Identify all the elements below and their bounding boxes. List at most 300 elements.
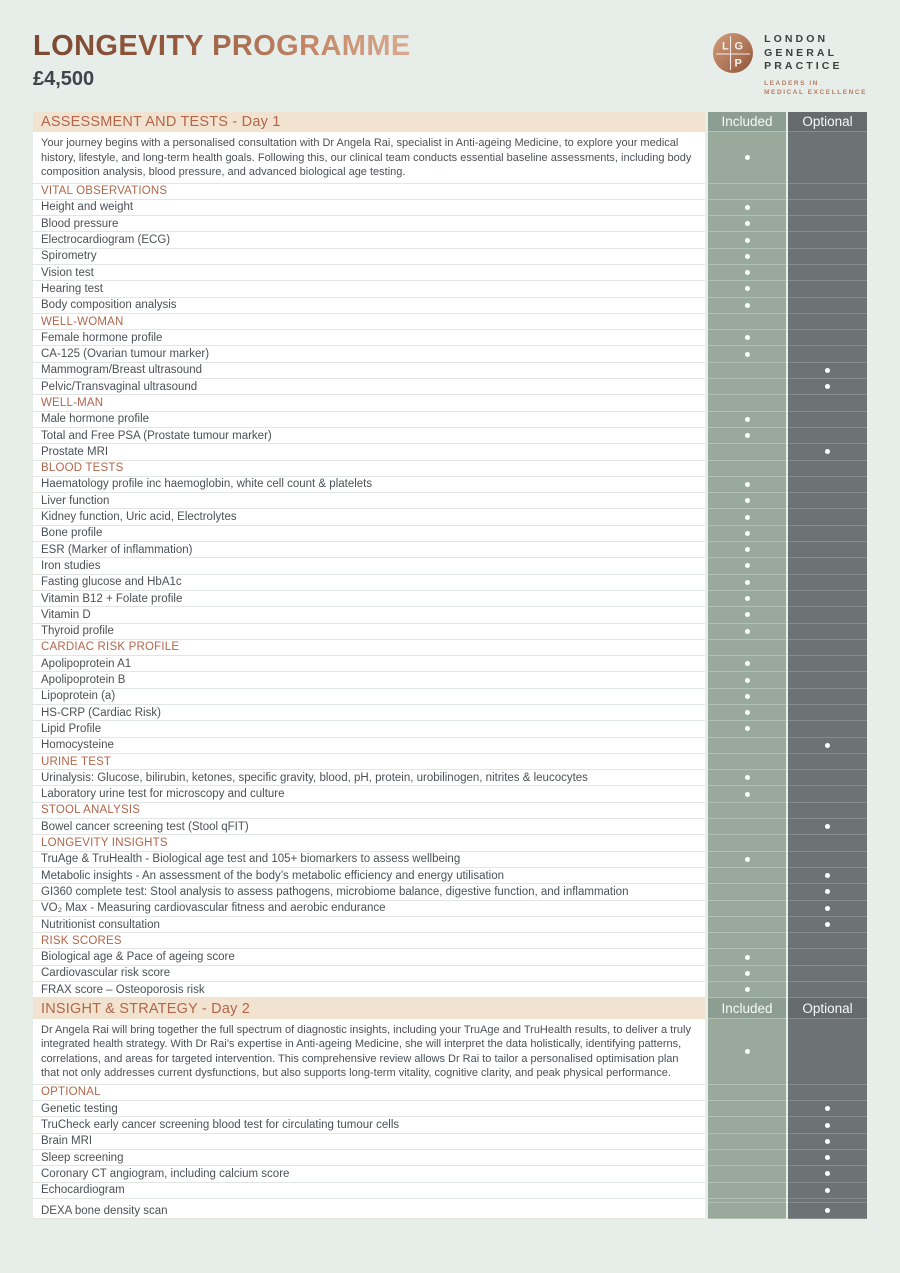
optional-cell bbox=[788, 1134, 867, 1150]
included-cell bbox=[708, 330, 786, 346]
table-row bbox=[33, 509, 867, 525]
included-cell bbox=[708, 1019, 786, 1085]
optional-dot bbox=[825, 743, 830, 748]
included-cell bbox=[708, 1134, 786, 1150]
table-row bbox=[33, 542, 867, 558]
optional-dot bbox=[825, 1208, 830, 1213]
optional-dot bbox=[825, 1139, 830, 1144]
included-cell bbox=[708, 265, 786, 281]
included-cell bbox=[708, 835, 786, 851]
included-cell bbox=[708, 770, 786, 786]
optional-cell bbox=[788, 249, 867, 265]
included-dot bbox=[745, 775, 750, 780]
included-cell bbox=[708, 184, 786, 200]
included-cell bbox=[708, 200, 786, 216]
included-cell bbox=[708, 412, 786, 428]
table-row bbox=[33, 949, 867, 965]
row-label: VO₂ Max - Measuring cardiovascular fitness and aerobic endurance bbox=[33, 901, 705, 917]
optional-cell bbox=[788, 1117, 867, 1133]
optional-cell bbox=[788, 672, 867, 688]
table-row bbox=[33, 314, 867, 330]
included-dot bbox=[745, 580, 750, 585]
optional-dot bbox=[825, 889, 830, 894]
included-cell bbox=[708, 395, 786, 411]
table-row bbox=[33, 461, 867, 477]
row-label: WELL-MAN bbox=[33, 395, 705, 411]
included-cell bbox=[708, 1183, 786, 1199]
optional-cell bbox=[788, 412, 867, 428]
row-label: Fasting glucose and HbA1c bbox=[33, 575, 705, 591]
row-label: Liver function bbox=[33, 493, 705, 509]
included-cell bbox=[708, 298, 786, 314]
included-cell bbox=[708, 575, 786, 591]
optional-cell bbox=[788, 346, 867, 362]
optional-cell bbox=[788, 428, 867, 444]
included-cell bbox=[708, 868, 786, 884]
row-label: CARDIAC RISK PROFILE bbox=[33, 640, 705, 656]
row-label: Vitamin B12 + Folate profile bbox=[33, 591, 705, 607]
row-label: Total and Free PSA (Prostate tumour marker) bbox=[33, 428, 705, 444]
table-row bbox=[33, 917, 867, 933]
table-row bbox=[33, 901, 867, 917]
included-dot bbox=[745, 694, 750, 699]
included-dot bbox=[745, 155, 750, 160]
optional-dot bbox=[825, 1155, 830, 1160]
optional-cell bbox=[788, 477, 867, 493]
included-cell bbox=[708, 1117, 786, 1133]
row-label: Apolipoprotein A1 bbox=[33, 656, 705, 672]
row-label: Hearing test bbox=[33, 281, 705, 297]
optional-dot bbox=[825, 1171, 830, 1176]
included-cell bbox=[708, 281, 786, 297]
programme-price: £4,500 bbox=[33, 68, 95, 90]
optional-dot bbox=[825, 922, 830, 927]
included-cell bbox=[708, 1203, 786, 1219]
table-row bbox=[33, 200, 867, 216]
row-label: Spirometry bbox=[33, 249, 705, 265]
table-row bbox=[33, 933, 867, 949]
included-cell bbox=[708, 933, 786, 949]
included-cell bbox=[708, 249, 786, 265]
row-label: Echocardiogram bbox=[33, 1183, 705, 1199]
table-row bbox=[33, 640, 867, 656]
row-label: HS-CRP (Cardiac Risk) bbox=[33, 705, 705, 721]
optional-cell bbox=[788, 395, 867, 411]
row-label: Coronary CT angiogram, including calcium score bbox=[33, 1166, 705, 1182]
optional-cell bbox=[788, 493, 867, 509]
table-row bbox=[33, 982, 867, 998]
table-row bbox=[33, 803, 867, 819]
included-dot bbox=[745, 270, 750, 275]
table-row bbox=[33, 184, 867, 200]
row-label: URINE TEST bbox=[33, 754, 705, 770]
included-dot bbox=[745, 238, 750, 243]
table-row bbox=[33, 395, 867, 411]
included-dot bbox=[745, 417, 750, 422]
included-cell bbox=[708, 444, 786, 460]
optional-cell bbox=[788, 689, 867, 705]
included-cell bbox=[708, 591, 786, 607]
optional-cell bbox=[788, 330, 867, 346]
table-row bbox=[33, 493, 867, 509]
included-cell bbox=[708, 738, 786, 754]
row-label: Prostate MRI bbox=[33, 444, 705, 460]
row-label: GI360 complete test: Stool analysis to assess pathogens, microbiome balance, digestive function, and inflammation bbox=[33, 884, 705, 900]
row-label: Metabolic insights - An assessment of the body’s metabolic efficiency and energy utilisation bbox=[33, 868, 705, 884]
row-label: Vision test bbox=[33, 265, 705, 281]
optional-cell bbox=[788, 184, 867, 200]
row-label: Cardiovascular risk score bbox=[33, 966, 705, 982]
table-row bbox=[33, 770, 867, 786]
included-cell bbox=[708, 901, 786, 917]
included-dot bbox=[745, 612, 750, 617]
table-row bbox=[33, 689, 867, 705]
included-dot bbox=[745, 1049, 750, 1054]
table-row bbox=[33, 591, 867, 607]
table-row bbox=[33, 249, 867, 265]
table-row bbox=[33, 558, 867, 574]
table-row bbox=[33, 298, 867, 314]
included-cell bbox=[708, 672, 786, 688]
table-row bbox=[33, 1203, 867, 1219]
optional-cell bbox=[788, 607, 867, 623]
practice-tagline: LEADERS IN MEDICAL EXCELLENCE bbox=[764, 79, 867, 96]
row-label: Your journey begins with a personalised consultation with Dr Angela Rai, specialist in Anti-ageing Medicine, to explore your medical history, lifestyle, and long-term health goals. Following this, our clinical team conducts essential baseline assessments, including body composition analysis, blood pressure, and advanced biological age testing. bbox=[33, 132, 705, 184]
included-dot bbox=[745, 286, 750, 291]
table-row bbox=[33, 1166, 867, 1182]
row-label: Bone profile bbox=[33, 526, 705, 542]
optional-cell bbox=[788, 132, 867, 184]
row-label: DEXA bone density scan bbox=[33, 1203, 705, 1219]
row-label: Laboratory urine test for microscopy and culture bbox=[33, 786, 705, 802]
optional-cell bbox=[788, 526, 867, 542]
row-label: CA-125 (Ovarian tumour marker) bbox=[33, 346, 705, 362]
table-row bbox=[33, 444, 867, 460]
optional-cell bbox=[788, 721, 867, 737]
table-row bbox=[33, 607, 867, 623]
included-dot bbox=[745, 515, 750, 520]
table-row bbox=[33, 1101, 867, 1117]
table-row bbox=[33, 428, 867, 444]
table-row bbox=[33, 966, 867, 982]
included-dot bbox=[745, 303, 750, 308]
row-label: Nutritionist consultation bbox=[33, 917, 705, 933]
table-row bbox=[33, 1085, 867, 1101]
optional-dot bbox=[825, 368, 830, 373]
included-cell bbox=[708, 216, 786, 232]
optional-cell bbox=[788, 868, 867, 884]
included-cell bbox=[708, 346, 786, 362]
included-cell bbox=[708, 852, 786, 868]
included-dot bbox=[745, 661, 750, 666]
table-row bbox=[33, 132, 867, 184]
optional-cell bbox=[788, 298, 867, 314]
table-row bbox=[33, 1150, 867, 1166]
included-dot bbox=[745, 352, 750, 357]
included-cell bbox=[708, 477, 786, 493]
table-row bbox=[33, 363, 867, 379]
included-cell bbox=[708, 754, 786, 770]
included-cell bbox=[708, 884, 786, 900]
table-row bbox=[33, 786, 867, 802]
row-label: Female hormone profile bbox=[33, 330, 705, 346]
included-column-header: Included bbox=[708, 112, 786, 133]
optional-cell bbox=[788, 1150, 867, 1166]
optional-cell bbox=[788, 461, 867, 477]
optional-cell bbox=[788, 1085, 867, 1101]
table-row bbox=[33, 575, 867, 591]
optional-cell bbox=[788, 786, 867, 802]
included-dot bbox=[745, 596, 750, 601]
table-row bbox=[33, 379, 867, 395]
row-label: Haematology profile inc haemoglobin, white cell count & platelets bbox=[33, 477, 705, 493]
optional-dot bbox=[825, 384, 830, 389]
included-dot bbox=[745, 254, 750, 259]
table-row bbox=[33, 265, 867, 281]
row-label: Brain MRI bbox=[33, 1134, 705, 1150]
optional-cell bbox=[788, 819, 867, 835]
table-row bbox=[33, 526, 867, 542]
included-dot bbox=[745, 433, 750, 438]
optional-cell bbox=[788, 982, 867, 998]
included-cell bbox=[708, 1166, 786, 1182]
table-row bbox=[33, 281, 867, 297]
table-row bbox=[33, 624, 867, 640]
included-dot bbox=[745, 678, 750, 683]
row-label: TruAge & TruHealth - Biological age test and 105+ biomarkers to assess wellbeing bbox=[33, 852, 705, 868]
row-label: Kidney function, Uric acid, Electrolytes bbox=[33, 509, 705, 525]
section-title: ASSESSMENT AND TESTS - Day 1 bbox=[33, 112, 705, 133]
optional-cell bbox=[788, 379, 867, 395]
optional-cell bbox=[788, 738, 867, 754]
optional-cell bbox=[788, 835, 867, 851]
included-cell bbox=[708, 1085, 786, 1101]
included-dot bbox=[745, 335, 750, 340]
practice-name: LONDON GENERAL PRACTICE bbox=[764, 33, 843, 72]
row-label: Urinalysis: Glucose, bilirubin, ketones, specific gravity, blood, pH, protein, urobilinogen, nitrites & leucocytes bbox=[33, 770, 705, 786]
row-label: RISK SCORES bbox=[33, 933, 705, 949]
optional-dot bbox=[825, 824, 830, 829]
optional-cell bbox=[788, 917, 867, 933]
included-cell bbox=[708, 509, 786, 525]
row-label: Bowel cancer screening test (Stool qFIT) bbox=[33, 819, 705, 835]
optional-cell bbox=[788, 265, 867, 281]
optional-cell bbox=[788, 314, 867, 330]
included-dot bbox=[745, 971, 750, 976]
included-dot bbox=[745, 205, 750, 210]
table-row bbox=[33, 1019, 867, 1085]
included-cell bbox=[708, 819, 786, 835]
included-cell bbox=[708, 624, 786, 640]
included-dot bbox=[745, 547, 750, 552]
included-cell bbox=[708, 363, 786, 379]
included-cell bbox=[708, 558, 786, 574]
row-label: Pelvic/Transvaginal ultrasound bbox=[33, 379, 705, 395]
row-label: OPTIONAL bbox=[33, 1085, 705, 1101]
included-cell bbox=[708, 132, 786, 184]
optional-cell bbox=[788, 803, 867, 819]
optional-cell bbox=[788, 949, 867, 965]
table-row bbox=[33, 412, 867, 428]
included-cell bbox=[708, 493, 786, 509]
optional-cell bbox=[788, 705, 867, 721]
included-cell bbox=[708, 786, 786, 802]
optional-cell bbox=[788, 509, 867, 525]
optional-cell bbox=[788, 624, 867, 640]
included-cell bbox=[708, 1101, 786, 1117]
optional-dot bbox=[825, 873, 830, 878]
optional-cell bbox=[788, 281, 867, 297]
included-cell bbox=[708, 640, 786, 656]
included-cell bbox=[708, 1150, 786, 1166]
optional-column-header: Optional bbox=[788, 112, 867, 133]
row-label: BLOOD TESTS bbox=[33, 461, 705, 477]
table-row bbox=[33, 721, 867, 737]
optional-cell bbox=[788, 232, 867, 248]
optional-dot bbox=[825, 1188, 830, 1193]
optional-cell bbox=[788, 542, 867, 558]
optional-cell bbox=[788, 216, 867, 232]
row-label: VITAL OBSERVATIONS bbox=[33, 184, 705, 200]
included-cell bbox=[708, 949, 786, 965]
included-cell bbox=[708, 705, 786, 721]
row-label: Height and weight bbox=[33, 200, 705, 216]
row-label: Male hormone profile bbox=[33, 412, 705, 428]
optional-cell bbox=[788, 444, 867, 460]
section-title: INSIGHT & STRATEGY - Day 2 bbox=[33, 998, 705, 1019]
section-header-row bbox=[33, 998, 867, 1019]
row-label: Apolipoprotein B bbox=[33, 672, 705, 688]
included-dot bbox=[745, 792, 750, 797]
included-dot bbox=[745, 955, 750, 960]
row-label: Dr Angela Rai will bring together the full spectrum of diagnostic insights, including your TruAge and TruHealth results, to deliver a truly integrated health strategy. With Dr Rai’s expertise in Anti-ageing Medicine, she will interpret the data holistically, identifying patterns, correlations, and areas for targeted intervention. This comprehensive review allows Dr Rai to tailor a personalised optimisation plan that not only addresses current dysfunctions, but also supports long-term vitality, cognitive clarity, and peak physical performance. bbox=[33, 1019, 705, 1085]
table-row bbox=[33, 835, 867, 851]
table-row bbox=[33, 884, 867, 900]
page-title: LONGEVITY PROGRAMME bbox=[33, 30, 411, 62]
optional-cell bbox=[788, 770, 867, 786]
table-row bbox=[33, 819, 867, 835]
included-cell bbox=[708, 542, 786, 558]
row-label: LONGEVITY INSIGHTS bbox=[33, 835, 705, 851]
included-dot bbox=[745, 629, 750, 634]
optional-cell bbox=[788, 1101, 867, 1117]
included-cell bbox=[708, 656, 786, 672]
row-label: TruCheck early cancer screening blood test for circulating tumour cells bbox=[33, 1117, 705, 1133]
row-label: STOOL ANALYSIS bbox=[33, 803, 705, 819]
practice-logo bbox=[713, 33, 867, 97]
optional-dot bbox=[825, 906, 830, 911]
row-label: Body composition analysis bbox=[33, 298, 705, 314]
table-row bbox=[33, 330, 867, 346]
included-cell bbox=[708, 461, 786, 477]
optional-cell bbox=[788, 1203, 867, 1219]
section-header-row bbox=[33, 112, 867, 133]
optional-cell bbox=[788, 884, 867, 900]
row-label: ESR (Marker of inflammation) bbox=[33, 542, 705, 558]
included-cell bbox=[708, 526, 786, 542]
optional-cell bbox=[788, 1019, 867, 1085]
optional-cell bbox=[788, 1183, 867, 1199]
included-dot bbox=[745, 563, 750, 568]
table-row bbox=[33, 477, 867, 493]
row-label: Biological age & Pace of ageing score bbox=[33, 949, 705, 965]
table-row bbox=[33, 1117, 867, 1133]
included-cell bbox=[708, 314, 786, 330]
table-row bbox=[33, 1134, 867, 1150]
svg-text:P: P bbox=[734, 57, 742, 70]
included-cell bbox=[708, 966, 786, 982]
included-column-header: Included bbox=[708, 998, 786, 1019]
included-cell bbox=[708, 689, 786, 705]
row-label: Lipid Profile bbox=[33, 721, 705, 737]
row-label: Vitamin D bbox=[33, 607, 705, 623]
table-row bbox=[33, 868, 867, 884]
optional-cell bbox=[788, 852, 867, 868]
included-cell bbox=[708, 917, 786, 933]
included-cell bbox=[708, 428, 786, 444]
table-row bbox=[33, 232, 867, 248]
included-cell bbox=[708, 982, 786, 998]
row-label: WELL-WOMAN bbox=[33, 314, 705, 330]
row-label: Genetic testing bbox=[33, 1101, 705, 1117]
optional-dot bbox=[825, 1123, 830, 1128]
included-dot bbox=[745, 498, 750, 503]
optional-cell bbox=[788, 754, 867, 770]
row-label: Lipoprotein (a) bbox=[33, 689, 705, 705]
optional-cell bbox=[788, 1166, 867, 1182]
logo-text bbox=[764, 33, 867, 97]
included-cell bbox=[708, 721, 786, 737]
included-dot bbox=[745, 531, 750, 536]
optional-cell bbox=[788, 656, 867, 672]
table-row bbox=[33, 216, 867, 232]
row-label: Electrocardiogram (ECG) bbox=[33, 232, 705, 248]
optional-cell bbox=[788, 901, 867, 917]
optional-cell bbox=[788, 933, 867, 949]
table-row bbox=[33, 705, 867, 721]
optional-column-header: Optional bbox=[788, 998, 867, 1019]
optional-cell bbox=[788, 200, 867, 216]
table-row bbox=[33, 672, 867, 688]
included-dot bbox=[745, 987, 750, 992]
table-row bbox=[33, 754, 867, 770]
included-dot bbox=[745, 221, 750, 226]
table-row bbox=[33, 1183, 867, 1199]
optional-cell bbox=[788, 591, 867, 607]
table-row bbox=[33, 656, 867, 672]
svg-text:G: G bbox=[734, 40, 744, 53]
table-row bbox=[33, 346, 867, 362]
svg-text:L: L bbox=[722, 40, 729, 53]
table-row bbox=[33, 852, 867, 868]
row-label: Thyroid profile bbox=[33, 624, 705, 640]
included-cell bbox=[708, 379, 786, 395]
row-label: FRAX score – Osteoporosis risk bbox=[33, 982, 705, 998]
included-dot bbox=[745, 726, 750, 731]
optional-cell bbox=[788, 966, 867, 982]
optional-cell bbox=[788, 640, 867, 656]
included-dot bbox=[745, 482, 750, 487]
row-label: Homocysteine bbox=[33, 738, 705, 754]
included-cell bbox=[708, 607, 786, 623]
row-label: Sleep screening bbox=[33, 1150, 705, 1166]
optional-cell bbox=[788, 363, 867, 379]
optional-cell bbox=[788, 558, 867, 574]
page-header bbox=[0, 0, 900, 97]
row-label: Blood pressure bbox=[33, 216, 705, 232]
title-block bbox=[33, 30, 411, 91]
included-dot bbox=[745, 710, 750, 715]
